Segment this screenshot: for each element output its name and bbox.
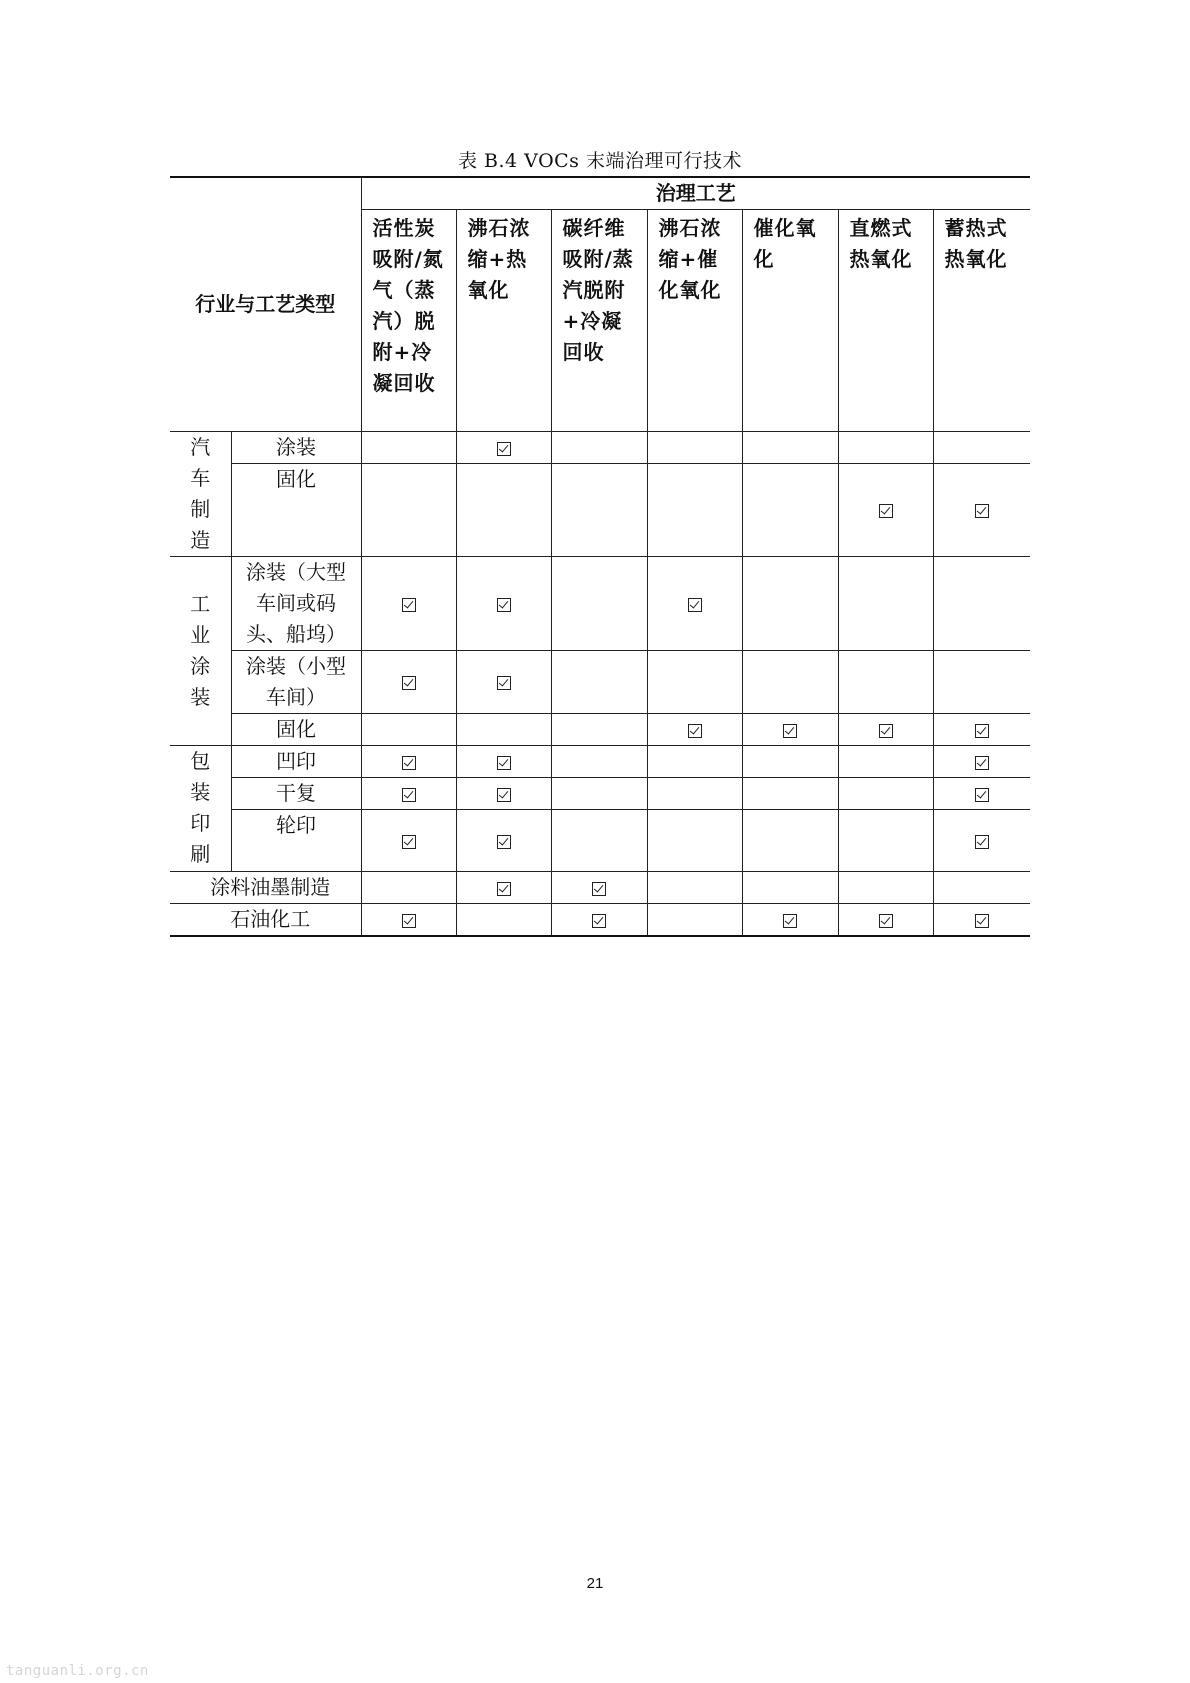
check-cell <box>838 714 933 746</box>
check-cell <box>742 810 838 872</box>
check-cell <box>456 557 551 651</box>
check-cell <box>838 904 933 937</box>
checked-box-icon <box>975 504 989 518</box>
check-cell <box>742 432 838 464</box>
check-cell <box>456 464 551 557</box>
check-cell <box>742 746 838 778</box>
check-cell <box>456 810 551 872</box>
process-label: 轮印 <box>231 810 361 872</box>
process-label: 涂装（小型车间） <box>231 651 361 714</box>
check-cell <box>838 810 933 872</box>
watermark: tanguanli.org.cn <box>6 1663 149 1679</box>
check-cell <box>933 651 1030 714</box>
checked-box-icon <box>879 914 893 928</box>
check-cell <box>838 557 933 651</box>
column-header: 活性炭吸附/氮气（蒸汽）脱附+冷凝回收 <box>361 210 456 432</box>
row-header: 行业与工艺类型 <box>195 292 336 316</box>
checked-box-icon <box>592 882 606 896</box>
process-label: 凹印 <box>231 746 361 778</box>
checked-box-icon <box>975 724 989 738</box>
checked-box-icon <box>497 835 511 849</box>
check-cell <box>361 872 456 904</box>
check-cell <box>551 557 647 651</box>
check-cell <box>361 746 456 778</box>
check-cell <box>361 714 456 746</box>
check-cell <box>361 464 456 557</box>
check-cell <box>933 432 1030 464</box>
checked-box-icon <box>783 724 797 738</box>
industry-label: 石油化工 <box>170 904 361 937</box>
column-header: 蓄热式热氧化 <box>933 210 1030 432</box>
check-cell <box>933 464 1030 557</box>
checked-box-icon <box>402 914 416 928</box>
checked-box-icon <box>879 504 893 518</box>
check-cell <box>647 557 742 651</box>
check-cell <box>551 432 647 464</box>
check-cell <box>456 904 551 937</box>
checked-box-icon <box>975 914 989 928</box>
check-cell <box>647 464 742 557</box>
check-cell <box>647 904 742 937</box>
check-cell <box>551 464 647 557</box>
check-cell <box>933 557 1030 651</box>
check-cell <box>933 746 1030 778</box>
check-cell <box>456 651 551 714</box>
check-cell <box>456 872 551 904</box>
industry-label: 涂料油墨制造 <box>170 872 361 904</box>
check-cell <box>647 651 742 714</box>
checked-box-icon <box>497 676 511 690</box>
check-cell <box>361 432 456 464</box>
checked-box-icon <box>688 724 702 738</box>
category-label: 包装印刷 <box>190 749 211 866</box>
check-cell <box>361 810 456 872</box>
checked-box-icon <box>497 756 511 770</box>
check-cell <box>742 464 838 557</box>
checked-box-icon <box>783 914 797 928</box>
column-header: 直燃式热氧化 <box>838 210 933 432</box>
checked-box-icon <box>975 788 989 802</box>
column-header: 沸石浓缩+热氧化 <box>456 210 551 432</box>
table-caption: 表 B.4 VOCs 末端治理可行技术 <box>458 150 742 172</box>
row-header-cell <box>170 177 361 432</box>
check-cell <box>838 432 933 464</box>
check-cell <box>933 872 1030 904</box>
check-cell <box>551 778 647 810</box>
checked-box-icon <box>497 442 511 456</box>
checked-box-icon <box>402 598 416 612</box>
check-cell <box>551 904 647 937</box>
check-cell <box>838 464 933 557</box>
check-cell <box>742 557 838 651</box>
check-cell <box>647 810 742 872</box>
check-cell <box>456 714 551 746</box>
check-cell <box>742 714 838 746</box>
checked-box-icon <box>688 598 702 612</box>
check-cell <box>742 904 838 937</box>
check-cell <box>647 778 742 810</box>
column-header: 催化氧化 <box>742 210 838 432</box>
process-label: 固化 <box>231 464 361 557</box>
category-industrial-coating <box>170 557 231 746</box>
check-cell <box>551 651 647 714</box>
check-cell <box>838 872 933 904</box>
checked-box-icon <box>402 835 416 849</box>
page-number: 21 <box>586 1575 604 1592</box>
category-auto <box>170 432 231 557</box>
check-cell <box>551 714 647 746</box>
checked-box-icon <box>879 724 893 738</box>
check-cell <box>742 872 838 904</box>
check-cell <box>361 651 456 714</box>
check-cell <box>456 778 551 810</box>
check-cell <box>647 432 742 464</box>
checked-box-icon <box>402 788 416 802</box>
process-label: 涂装 <box>231 432 361 464</box>
check-cell <box>551 872 647 904</box>
checked-box-icon <box>497 788 511 802</box>
check-cell <box>456 746 551 778</box>
check-cell <box>742 778 838 810</box>
check-cell <box>551 746 647 778</box>
process-label: 干复 <box>231 778 361 810</box>
checked-box-icon <box>975 835 989 849</box>
voc-treatment-table <box>170 176 1030 937</box>
group-header: 治理工艺 <box>361 177 1030 210</box>
check-cell <box>933 904 1030 937</box>
check-cell <box>933 778 1030 810</box>
checked-box-icon <box>402 676 416 690</box>
checked-box-icon <box>497 882 511 896</box>
check-cell <box>456 432 551 464</box>
checked-box-icon <box>497 598 511 612</box>
check-cell <box>742 651 838 714</box>
check-cell <box>647 872 742 904</box>
category-label: 工业涂装 <box>190 592 211 709</box>
check-cell <box>361 904 456 937</box>
check-cell <box>361 557 456 651</box>
check-cell <box>361 778 456 810</box>
checked-box-icon <box>402 756 416 770</box>
check-cell <box>838 778 933 810</box>
category-packaging-printing <box>170 746 231 872</box>
check-cell <box>647 714 742 746</box>
check-cell <box>933 714 1030 746</box>
check-cell <box>838 651 933 714</box>
checked-box-icon <box>975 756 989 770</box>
check-cell <box>551 810 647 872</box>
column-header: 碳纤维吸附/蒸汽脱附+冷凝回收 <box>551 210 647 432</box>
category-label: 汽车制造 <box>190 435 211 552</box>
checked-box-icon <box>592 914 606 928</box>
process-label: 涂装（大型车间或码头、船坞） <box>231 557 361 651</box>
process-label: 固化 <box>231 714 361 746</box>
check-cell <box>647 746 742 778</box>
column-header: 沸石浓缩+催化氧化 <box>647 210 742 432</box>
check-cell <box>933 810 1030 872</box>
check-cell <box>838 746 933 778</box>
